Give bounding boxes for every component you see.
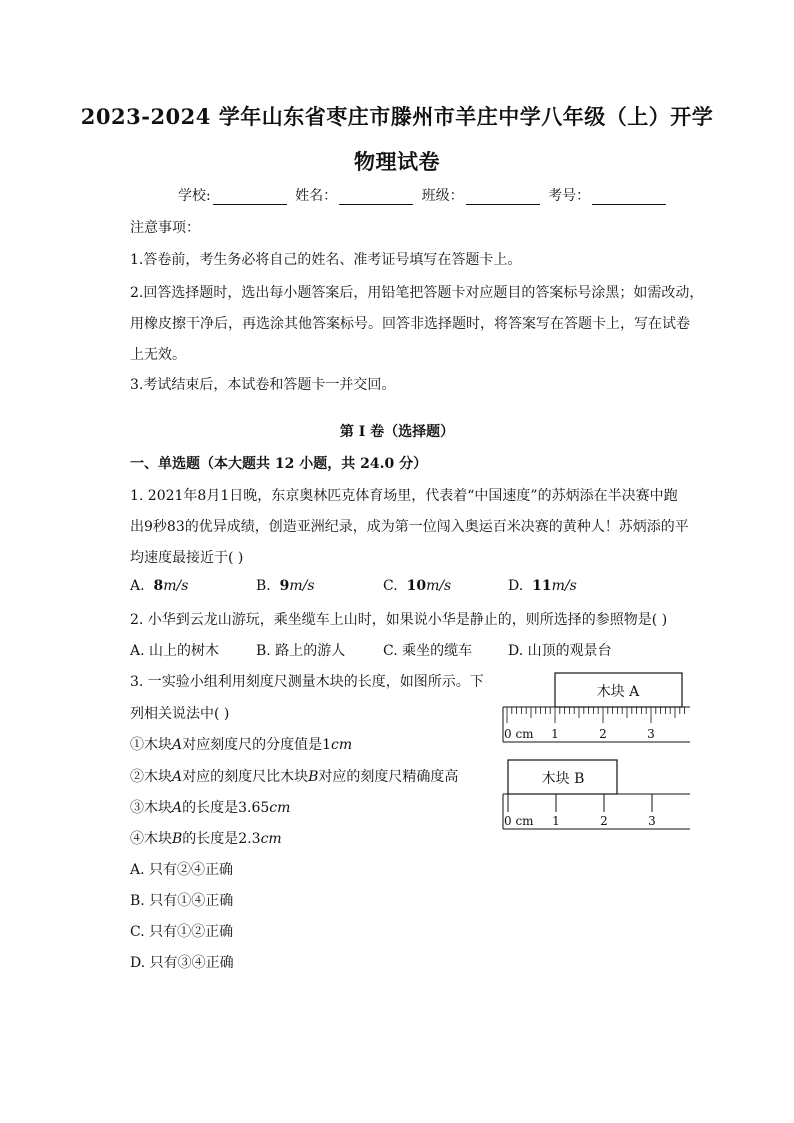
school-label: 学校: bbox=[178, 188, 211, 204]
block-b-label: 木块 B bbox=[541, 771, 585, 787]
q2-option-d[interactable]: D. 山顶的观景台 bbox=[508, 643, 612, 659]
q1-option-c[interactable]: C. 10m/s bbox=[383, 578, 452, 594]
exam-title-line2: 物理试卷 bbox=[354, 149, 440, 174]
ruler-b-label-3: 3 bbox=[648, 814, 656, 828]
notice-2-cont: 用橡皮擦干净后，再选涂其他答案标号。回答非选择题时，将答案写在答题卡上，写在试卷 bbox=[130, 316, 690, 332]
q3-option-d[interactable]: D. 只有③④正确 bbox=[130, 955, 234, 971]
exam-title-line1: 2023-2024 学年山东省枣庄市滕州市羊庄中学八年级（上）开学 bbox=[80, 104, 714, 129]
ruler-a-ticks bbox=[507, 707, 685, 723]
q1-line3: 均速度最接近于( ) bbox=[130, 550, 244, 566]
q3-stem-line1: 3. 一实验小组利用刻度尺测量木块的长度，如图所示。下 bbox=[130, 674, 484, 690]
school-blank[interactable] bbox=[213, 190, 287, 205]
q1-line1: 1. 2021年8月1日晚，东京奥林匹克体育场里，代表着“中国速度”的苏炳添在半决赛中跑 bbox=[130, 488, 678, 504]
name-blank[interactable] bbox=[339, 190, 413, 205]
exam-no-blank[interactable] bbox=[592, 190, 666, 205]
q1-option-b[interactable]: B. 9m/s bbox=[256, 578, 315, 594]
class-blank[interactable] bbox=[466, 190, 540, 205]
block-a-label: 木块 A bbox=[596, 684, 640, 700]
q3-option-b[interactable]: B. 只有①④正确 bbox=[130, 893, 234, 909]
q2-stem: 2. 小华到云龙山游玩，乘坐缆车上山时，如果说小华是静止的，则所选择的参照物是( ) bbox=[130, 612, 668, 628]
q2-option-b[interactable]: B. 路上的游人 bbox=[256, 643, 346, 659]
section-title: 第 I 卷（选择题） bbox=[339, 424, 455, 440]
ruler-b-label-2: 2 bbox=[600, 814, 608, 828]
q3-statement-2: ②木块A对应的刻度尺比木块B对应的刻度尺精确度高 bbox=[130, 769, 459, 785]
student-info-row bbox=[178, 185, 670, 205]
ruler-a-label-0: 0 cm bbox=[504, 727, 534, 741]
q1-line2: 出9秒83的优异成绩，创造亚洲纪录，成为第一位闯入奥运百米决赛的黄种人！苏炳添的平 bbox=[130, 519, 689, 535]
q3-statement-4: ④木块B的长度是2.3cm bbox=[130, 831, 282, 847]
ruler-b-label-1: 1 bbox=[552, 814, 560, 828]
q3-statement-3: ③木块A的长度是3.65cm bbox=[130, 800, 291, 816]
ruler-a-label-3: 3 bbox=[647, 727, 655, 741]
class-label: 班级： bbox=[421, 188, 464, 204]
notice-heading: 注意事项： bbox=[130, 220, 200, 236]
q1-option-d[interactable]: D. 11m/s bbox=[508, 578, 577, 594]
notice-2: 2.回答选择题时，选出每小题答案后，用铅笔把答题卡对应题目的答案标号涂黑；如需改动， bbox=[130, 285, 704, 301]
q3-option-a[interactable]: A. 只有②④正确 bbox=[130, 862, 234, 878]
q2-option-c[interactable]: C. 乘坐的缆车 bbox=[383, 643, 473, 659]
ruler-b-label-0: 0 cm bbox=[504, 814, 534, 828]
notice-2-end: 上无效。 bbox=[130, 347, 186, 363]
name-label: 姓名： bbox=[295, 188, 338, 204]
q3-option-c[interactable]: C. 只有①②正确 bbox=[130, 924, 234, 940]
part-title: 一、单选题（本大题共 12 小题，共 24.0 分） bbox=[130, 456, 428, 472]
exam-no-label: 考号： bbox=[548, 188, 591, 204]
notice-3: 3.考试结束后，本试卷和答题卡一并交回。 bbox=[130, 377, 396, 393]
q3-statement-1: ①木块A对应刻度尺的分度值是1cm bbox=[130, 737, 353, 753]
notice-1: 1.答卷前，考生务必将自己的姓名、准考证号填写在答题卡上。 bbox=[130, 252, 522, 268]
q3-stem-line2: 列相关说法中( ) bbox=[130, 706, 230, 722]
ruler-a-label-1: 1 bbox=[551, 727, 559, 741]
q3-ruler-figure bbox=[500, 670, 694, 835]
ruler-a-label-2: 2 bbox=[599, 727, 607, 741]
q2-option-a[interactable]: A. 山上的树木 bbox=[130, 643, 220, 659]
q1-option-a[interactable]: A. 8m/s bbox=[130, 578, 189, 594]
